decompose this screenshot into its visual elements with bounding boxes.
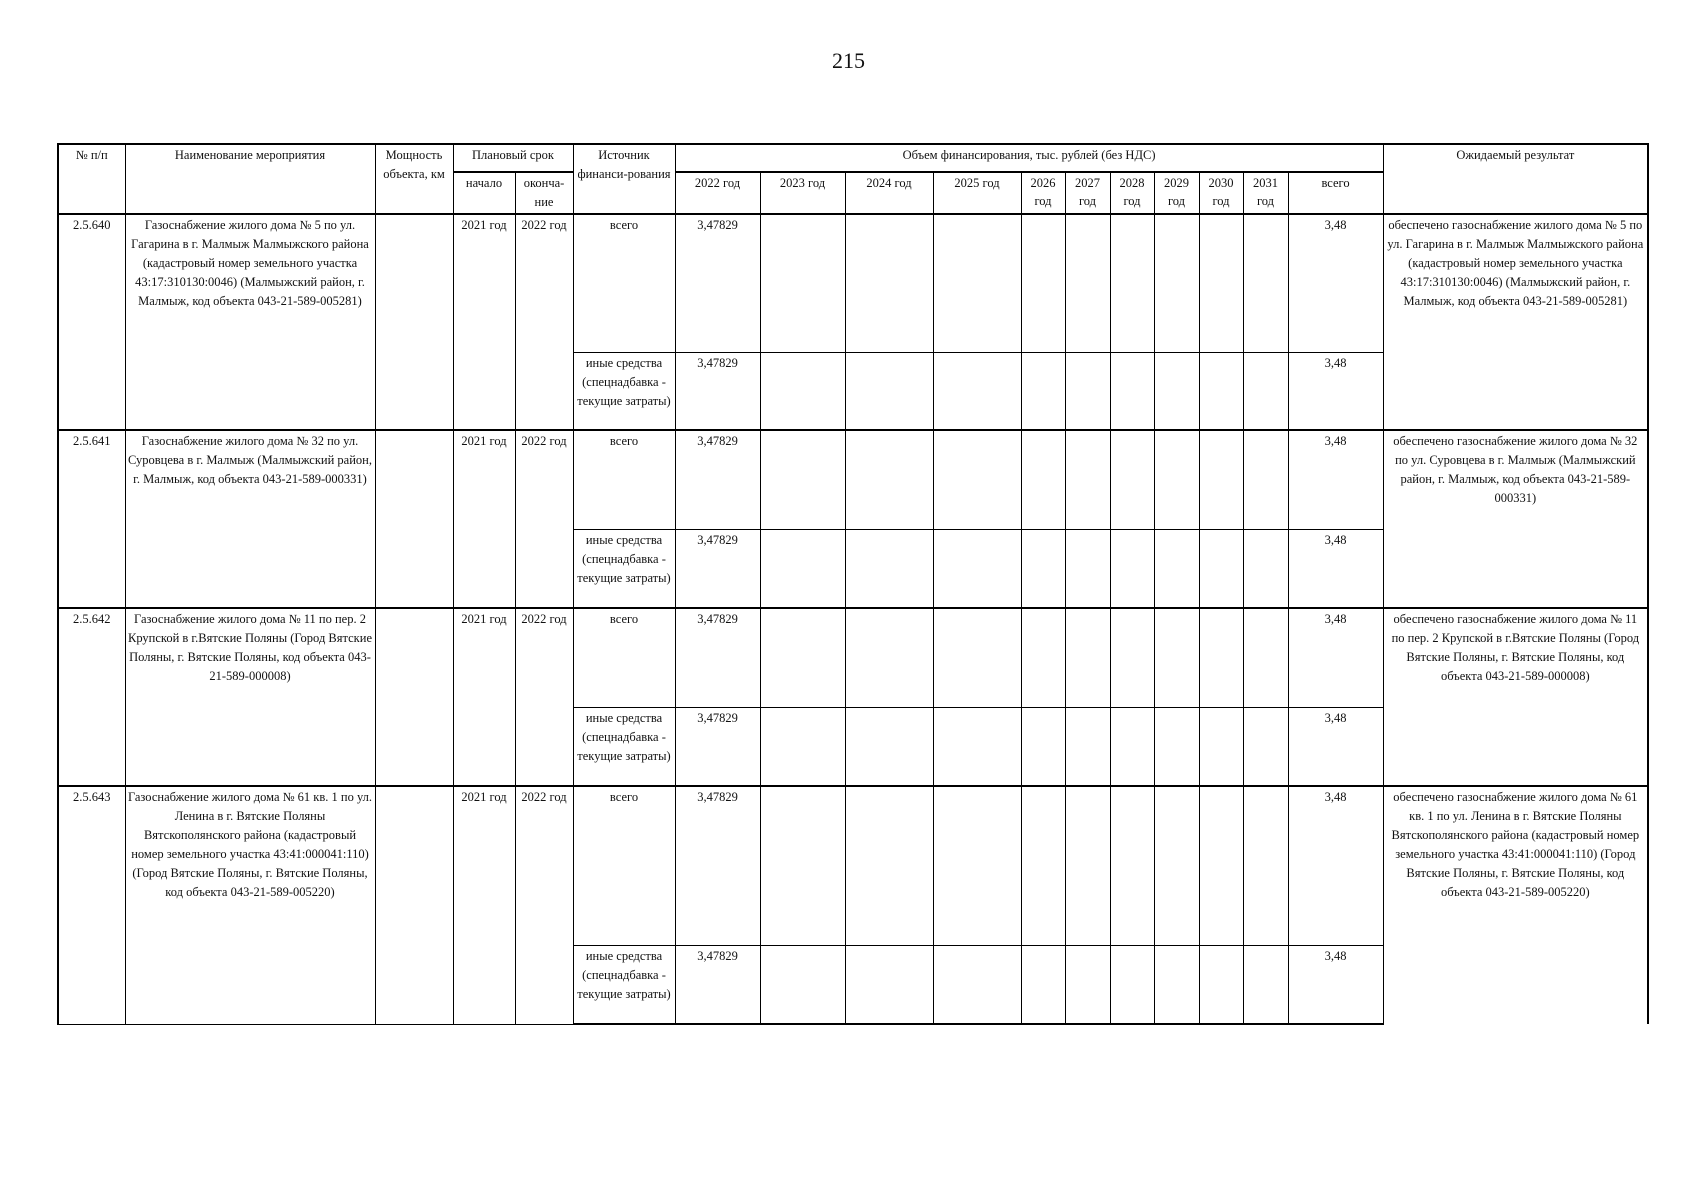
empty-value-cell [1110, 707, 1154, 786]
row-num: 2.5.643 [58, 786, 125, 1024]
row-name: Газоснабжение жилого дома № 11 по пер. 2 Крупской в г.Вятские Поляны (Город Вятские Поляны, г. Вятские Поляны, код объекта 043-21-589-000008) [125, 608, 375, 786]
empty-value-cell [1110, 945, 1154, 1024]
row-result: обеспечено газоснабжение жилого дома № 32 по ул. Суровцева в г. Малмыж (Малмыжский район, г. Малмыж, код объекта 043-21-589-000331) [1383, 430, 1648, 608]
row-total: 3,48 [1288, 786, 1383, 945]
empty-value-cell [760, 707, 845, 786]
row-value-2022: 3,47829 [675, 786, 760, 945]
empty-value-cell [1065, 945, 1110, 1024]
empty-value-cell [1154, 529, 1199, 608]
row-name: Газоснабжение жилого дома № 61 кв. 1 по ул. Ленина в г. Вятские Поляны Вятскополянского района (кадастровый номер земельного участка 43:41:000041:110) (Город Вятские Поляны, г. Вятские Поляны, код объекта 043-21-589-005220) [125, 786, 375, 1024]
header-end: оконча-ние [515, 172, 573, 214]
empty-value-cell [1154, 786, 1199, 945]
row-total: 3,48 [1288, 707, 1383, 786]
empty-value-cell [760, 608, 845, 707]
header-year: 2030 год [1199, 172, 1243, 214]
header-year: 2028 год [1110, 172, 1154, 214]
empty-value-cell [1243, 352, 1288, 430]
empty-value-cell [1021, 945, 1065, 1024]
empty-value-cell [933, 608, 1021, 707]
row-end: 2022 год [515, 608, 573, 786]
empty-value-cell [1243, 786, 1288, 945]
empty-value-cell [1243, 214, 1288, 352]
header-name: Наименование мероприятия [125, 144, 375, 214]
empty-value-cell [1199, 945, 1243, 1024]
empty-value-cell [1199, 707, 1243, 786]
empty-value-cell [1154, 945, 1199, 1024]
row-total: 3,48 [1288, 352, 1383, 430]
empty-value-cell [933, 786, 1021, 945]
header-year: 2029 год [1154, 172, 1199, 214]
empty-value-cell [1110, 529, 1154, 608]
empty-value-cell [760, 214, 845, 352]
header-year: 2024 год [845, 172, 933, 214]
empty-value-cell [845, 529, 933, 608]
empty-value-cell [1199, 430, 1243, 529]
empty-value-cell [1243, 529, 1288, 608]
header-power: Мощность объекта, км [375, 144, 453, 214]
header-start: начало [453, 172, 515, 214]
header-year: 2022 год [675, 172, 760, 214]
row-num: 2.5.641 [58, 430, 125, 608]
header-source: Источник финанси-рования [573, 144, 675, 214]
row-source: всего [573, 786, 675, 945]
row-end: 2022 год [515, 786, 573, 1024]
empty-value-cell [845, 608, 933, 707]
empty-value-cell [1021, 608, 1065, 707]
empty-value-cell [1110, 430, 1154, 529]
empty-value-cell [933, 352, 1021, 430]
header-year: 2031 год [1243, 172, 1288, 214]
empty-value-cell [1065, 608, 1110, 707]
row-start: 2021 год [453, 430, 515, 608]
row-num: 2.5.642 [58, 608, 125, 786]
row-start: 2021 год [453, 214, 515, 430]
row-end: 2022 год [515, 214, 573, 430]
empty-value-cell [1021, 352, 1065, 430]
empty-value-cell [760, 352, 845, 430]
header-year: 2027 год [1065, 172, 1110, 214]
header-total: всего [1288, 172, 1383, 214]
empty-value-cell [1199, 786, 1243, 945]
empty-value-cell [845, 786, 933, 945]
row-power [375, 786, 453, 1024]
row-name: Газоснабжение жилого дома № 5 по ул. Гагарина в г. Малмыж Малмыжского района (кадастровый номер земельного участка 43:17:310130:0046) (Малмыжский район, г. Малмыж, код объекта 043-21-589-005281) [125, 214, 375, 430]
row-source: иные средства (спецнадбавка - текущие затраты) [573, 352, 675, 430]
row-value-2022: 3,47829 [675, 529, 760, 608]
empty-value-cell [760, 430, 845, 529]
row-power [375, 608, 453, 786]
empty-value-cell [1065, 786, 1110, 945]
row-result: обеспечено газоснабжение жилого дома № 5 по ул. Гагарина в г. Малмыж Малмыжского района (кадастровый номер земельного участка 43:17:310130:0046) (Малмыжский район, г. Малмыж, код объекта 043-21-589-005281) [1383, 214, 1648, 430]
row-value-2022: 3,47829 [675, 608, 760, 707]
empty-value-cell [1154, 707, 1199, 786]
empty-value-cell [1199, 608, 1243, 707]
empty-value-cell [760, 529, 845, 608]
empty-value-cell [845, 214, 933, 352]
header-num: № п/п [58, 144, 125, 214]
row-start: 2021 год [453, 786, 515, 1024]
empty-value-cell [845, 352, 933, 430]
row-total: 3,48 [1288, 430, 1383, 529]
empty-value-cell [845, 945, 933, 1024]
row-end: 2022 год [515, 430, 573, 608]
row-value-2022: 3,47829 [675, 430, 760, 529]
empty-value-cell [933, 214, 1021, 352]
row-source: иные средства (спецнадбавка - текущие затраты) [573, 707, 675, 786]
empty-value-cell [1243, 945, 1288, 1024]
empty-value-cell [1021, 214, 1065, 352]
row-value-2022: 3,47829 [675, 945, 760, 1024]
empty-value-cell [845, 707, 933, 786]
empty-value-cell [1110, 786, 1154, 945]
row-total: 3,48 [1288, 214, 1383, 352]
header-year: 2025 год [933, 172, 1021, 214]
empty-value-cell [1243, 608, 1288, 707]
empty-value-cell [933, 945, 1021, 1024]
empty-value-cell [1021, 430, 1065, 529]
empty-value-cell [1110, 608, 1154, 707]
empty-value-cell [933, 529, 1021, 608]
empty-value-cell [1154, 214, 1199, 352]
empty-value-cell [1065, 214, 1110, 352]
row-power [375, 430, 453, 608]
empty-value-cell [760, 786, 845, 945]
empty-value-cell [1021, 786, 1065, 945]
empty-value-cell [1243, 707, 1288, 786]
empty-value-cell [1065, 430, 1110, 529]
row-source: всего [573, 608, 675, 707]
header-planned-term: Плановый срок [453, 144, 573, 172]
header-funding: Объем финансирования, тыс. рублей (без НДС) [675, 144, 1383, 172]
row-total: 3,48 [1288, 945, 1383, 1024]
row-source: иные средства (спецнадбавка - текущие затраты) [573, 945, 675, 1024]
empty-value-cell [1021, 707, 1065, 786]
header-result: Ожидаемый результат [1383, 144, 1648, 214]
empty-value-cell [760, 945, 845, 1024]
empty-value-cell [1065, 707, 1110, 786]
row-power [375, 214, 453, 430]
row-value-2022: 3,47829 [675, 352, 760, 430]
empty-value-cell [1154, 352, 1199, 430]
empty-value-cell [933, 707, 1021, 786]
row-num: 2.5.640 [58, 214, 125, 430]
row-start: 2021 год [453, 608, 515, 786]
row-result: обеспечено газоснабжение жилого дома № 11 по пер. 2 Крупской в г.Вятские Поляны (Город Вятские Поляны, г. Вятские Поляны, код объекта 043-21-589-000008) [1383, 608, 1648, 786]
row-result: обеспечено газоснабжение жилого дома № 61 кв. 1 по ул. Ленина в г. Вятские Поляны Вятскополянского района (кадастровый номер земельного участка 43:41:000041:110) (Город Вятские Поляны, г. Вятские Поляны, код объекта 043-21-589-005220) [1383, 786, 1648, 1024]
empty-value-cell [1199, 352, 1243, 430]
row-source: иные средства (спецнадбавка - текущие затраты) [573, 529, 675, 608]
row-value-2022: 3,47829 [675, 707, 760, 786]
empty-value-cell [1154, 608, 1199, 707]
empty-value-cell [1065, 529, 1110, 608]
empty-value-cell [933, 430, 1021, 529]
row-source: всего [573, 214, 675, 352]
empty-value-cell [1154, 430, 1199, 529]
row-value-2022: 3,47829 [675, 214, 760, 352]
empty-value-cell [1110, 352, 1154, 430]
empty-value-cell [1021, 529, 1065, 608]
funding-table [57, 143, 1649, 1025]
row-source: всего [573, 430, 675, 529]
empty-value-cell [1065, 352, 1110, 430]
empty-value-cell [1199, 529, 1243, 608]
row-total: 3,48 [1288, 608, 1383, 707]
empty-value-cell [1243, 430, 1288, 529]
row-name: Газоснабжение жилого дома № 32 по ул. Суровцева в г. Малмыж (Малмыжский район, г. Малмыж, код объекта 043-21-589-000331) [125, 430, 375, 608]
page-number: 215 [832, 48, 865, 73]
header-year: 2026 год [1021, 172, 1065, 214]
empty-value-cell [1199, 214, 1243, 352]
empty-value-cell [1110, 214, 1154, 352]
row-total: 3,48 [1288, 529, 1383, 608]
empty-value-cell [845, 430, 933, 529]
header-year: 2023 год [760, 172, 845, 214]
